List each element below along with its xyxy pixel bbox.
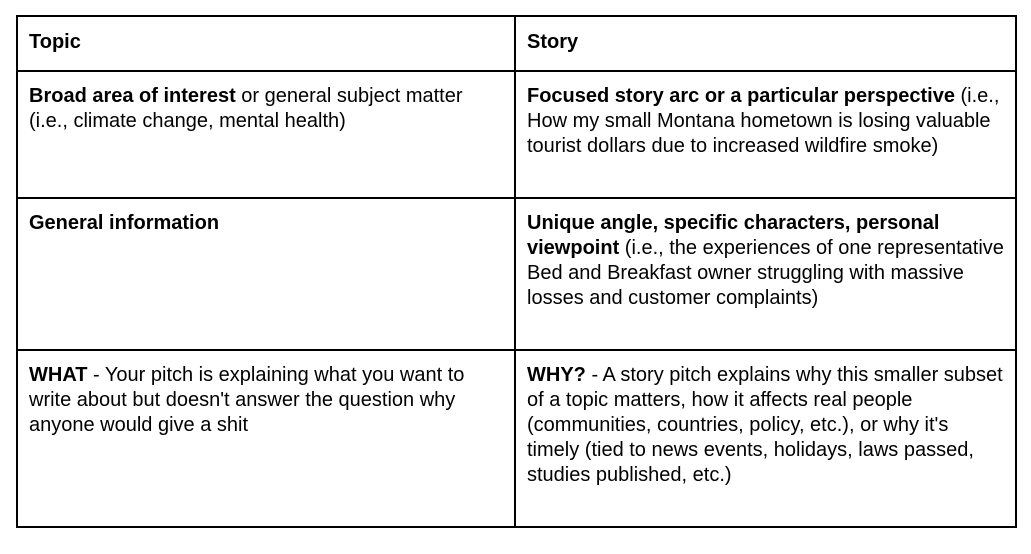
topic-cell [17, 198, 515, 350]
header-story: Story [515, 16, 1016, 71]
header-topic: Topic [17, 16, 515, 71]
topic-cell [17, 350, 515, 527]
topic-text: or general subject matter (i.e., climate change, mental health) [29, 85, 463, 132]
topic-bold: General information [29, 212, 220, 234]
topic-vs-story-table [16, 15, 1017, 528]
story-bold: WHY? [527, 364, 586, 386]
topic-text: - Your pitch is explaining what you want to write about but doesn't answer the question why anyone would give a shit [29, 364, 465, 436]
story-cell [515, 350, 1016, 527]
story-text: (i.e., the experiences of one representative Bed and Breakfast owner struggling with massive losses and customer complaints) [527, 237, 1004, 309]
topic-cell [17, 71, 515, 198]
topic-bold: Broad area of interest [29, 85, 236, 107]
story-cell [515, 198, 1016, 350]
story-bold: Focused story arc or a particular perspective [527, 85, 955, 107]
table-row [17, 71, 1016, 198]
table-row [17, 198, 1016, 350]
table-row [17, 350, 1016, 527]
table-header-row [17, 16, 1016, 71]
story-text: (i.e., How my small Montana hometown is losing valuable tourist dollars due to increased wildfire smoke) [527, 85, 1000, 157]
story-cell [515, 71, 1016, 198]
topic-bold: WHAT [29, 364, 88, 386]
story-text: - A story pitch explains why this smaller subset of a topic matters, how it affects real people (communities, countries, policy, etc.), or why it's timely (tied to news events, holidays, laws passed, studies published, etc.) [527, 364, 1003, 486]
story-bold: Unique angle, specific characters, personal viewpoint [527, 212, 940, 259]
